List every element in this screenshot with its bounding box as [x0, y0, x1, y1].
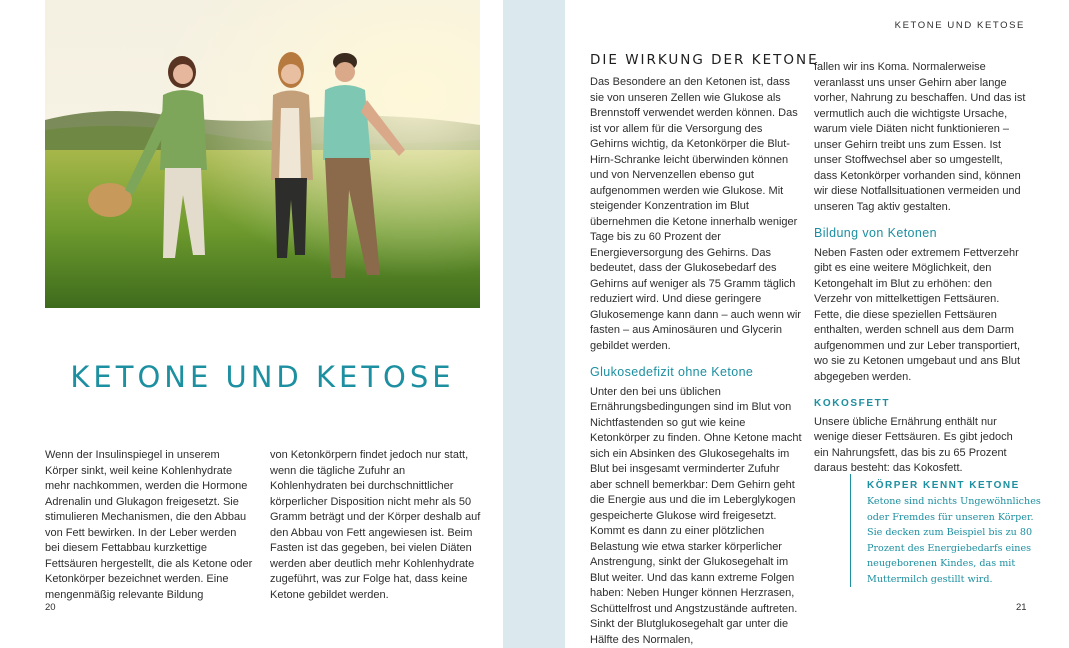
info-sidebar: [850, 474, 1045, 587]
running-head: KETONE UND KETOSE: [894, 20, 1025, 31]
right-column-1-body: Unter den bei uns üblichen Ernährungsbedingungen sind im Blut von Nichtfastenden so gut wie keine Ketonkörper zu finden. Ohne Ketone macht sich ein Absinken des Glukosegehalts im Blut bei insgesamt verminderter Zufuhr aber schnell bemerkbar: Dem Gehirn geht die Energie aus und die im Leberglykogen gespeicherte Glukose wird freigesetzt. Kommt es dann zu einer plötzlichen Belastung wie etwa starker körperlicher Anstrengung, sinkt der Glukosegehalt im Blut weiter. Und das kann extreme Folgen haben: Neben Hunger können Herzrasen, Schüttelfrost und Angstzustände auftreten. Sinkt der Blutglukosegehalt gar unter die Hälfte des Normalen,: [590, 385, 802, 646]
subheading-glukosedefizit: Glukosedefizit ohne Ketone: [590, 365, 754, 379]
chapter-title: KETONE UND KETOSE: [70, 360, 455, 394]
right-page: [565, 0, 1069, 648]
subheading-bildung: Bildung von Ketonen: [814, 226, 937, 240]
page-number-left: 20: [45, 602, 56, 613]
right-column-2-intro: fallen wir ins Koma. Normalerweise veranlasst uns unser Gehirn aber lange vorher, Nahrung zu beschaffen. Und das ist vermutlich auch die wichtigste Ursache, warum viele Diäten nicht funktionieren – unser Gehirn treibt uns zum Essen. Ist unser Stoffwechsel aber so umgestellt, dass Ketonkörper vorhanden sind, können wir diese Notfallsituationen vermeiden und unseren Tag aktiv gestalten.: [814, 61, 1026, 213]
left-column-2-text: von Ketonkörpern findet jedoch nur statt, wenn die tägliche Zufuhr an Kohlenhydraten bei durchschnittlicher körperlicher Disposition nicht mehr als 50 Gramm beträgt und der Körper deshalb auf den Abbau von Fett angewiesen ist. Beim Fasten ist das gegeben, bei vielen Diäten werden aber deutlich mehr Kohlenhydrate zugeführt, was zur Folge hat, dass keine Ketone gebildet werden.: [270, 449, 481, 601]
book-gutter: [503, 0, 565, 648]
left-page: [0, 0, 503, 648]
three-people-walking-meadow-photo: [45, 0, 480, 308]
right-column-2-body: Neben Fasten oder extremem Fettverzehr gibt es eine weitere Möglichkeit, den Ketongehalt im Blut zu erhöhen: den Verzehr von mittelkettigen Fettsäuren. Fette, die diese speziellen Fettsäuren enthalten, werden schnell aus dem Darm aufgenommen und zur Leber transportiert, wo sie zu Ketonen umgebaut und ans Blut abgegeben werden.: [814, 246, 1021, 383]
right-column-2-caps-body: Unsere übliche Ernährung enthält nur wenige dieser Fettsäuren. Es gibt jedoch ein Nahrungsfett, das bis zu 65 Prozent daraus besteht: das Kokosfett.: [814, 415, 1013, 474]
left-column-2: [270, 448, 482, 603]
right-column-2: [814, 60, 1026, 477]
left-column-1: [45, 448, 253, 603]
subheading-kokosfett: KOKOSFETT: [814, 398, 891, 409]
section-title: DIE WIRKUNG DER KETONE: [590, 52, 819, 68]
page-number-right: 21: [1016, 602, 1027, 613]
left-column-1-text: Wenn der Insulinspiegel in unserem Körper sinkt, weil keine Kohlenhydrate mehr nachkommen, werden die Hormone Adrenalin und Glukagon freigesetzt. Sie stimulieren Mechanismen, die den Abbau von Fett bewirken. In der Leber werden bei diesem Fettabbau kurzkettige Fettsäuren hergestellt, die als Ketone oder Ketonkörper bezeichnet werden. Eine mengenmäßig relevante Bildung: [45, 449, 253, 601]
right-column-1-intro: Das Besondere an den Ketonen ist, dass sie von unseren Zellen wie Glukose als Brennstoff verwendet werden können. Das ist vor allem für die Versorgung des Gehirns wichtig, da Ketonkörper die Blut-Hirn-Schranke leicht überwinden können und von Nervenzellen ebenso gut aufgenommen werden wie Glukose. Mit steigender Konzentration im Blut übernehmen die Ketone innerhalb weniger Tage bis zu 60 Prozent der Energieversorgung des Gehirns. Das bedeutet, dass der Glukosebedarf des Gehirns auf weniger als 75 Gramm täglich reduziert wird. Und diese geringere Glukosemenge kann dann – auch wenn wir fasten – aus Aminosäuren und Glycerin gebildet werden.: [590, 76, 801, 352]
meadow-photo: [45, 0, 480, 308]
sidebar-title: KÖRPER KENNT KETONE: [867, 480, 1020, 491]
right-column-1: [590, 75, 802, 648]
sidebar-text: Ketone sind nichts Ungewöhnliches oder Fremdes für unseren Körper. Sie decken zum Beispiel bis zu 80 Prozent des Energiebedarfs eines neugeborenen Kindes, das mit Muttermilch gestillt wird.: [867, 496, 1041, 585]
